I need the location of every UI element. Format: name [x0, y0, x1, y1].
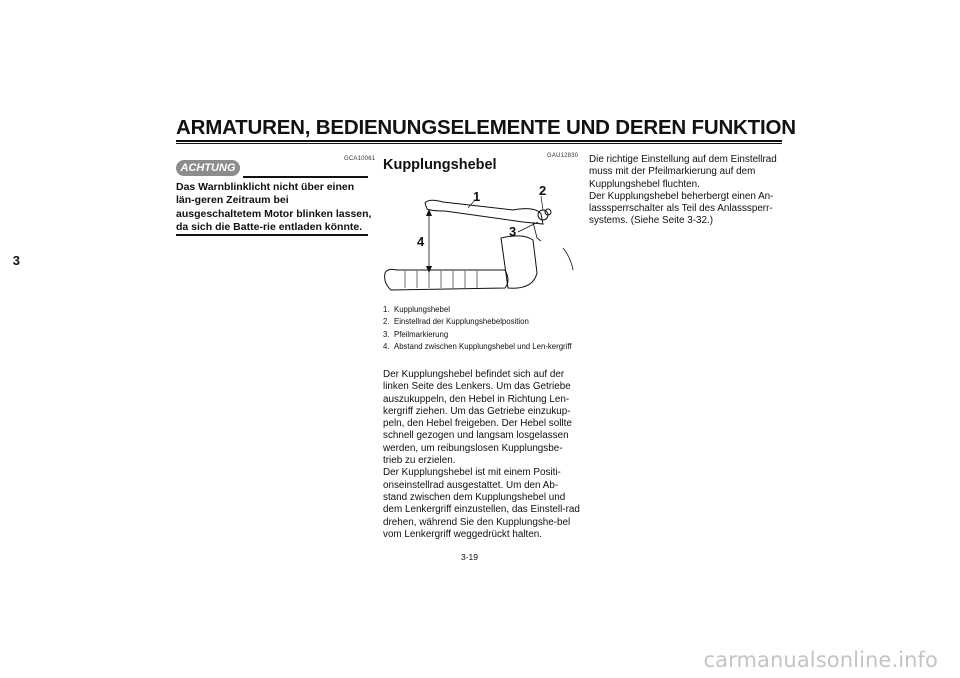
callout-3: 3 — [509, 224, 517, 239]
caution-text: Das Warnblinklicht nicht über einen län-geren Zeitraum bei ausgeschaltetem Motor blinken lassen, da sich die Batte-rie entladen könnte. — [176, 181, 372, 234]
page-title: ARMATUREN, BEDIENUNGSELEMENTE UND DEREN FUNKTION — [176, 116, 796, 139]
caution-rule — [243, 176, 368, 178]
section-body: Der Kupplungshebel befindet sich auf der linken Seite des Lenkers. Um das Getriebe auszukuppeln, den Hebel in Richtung Len-kergriff ziehen. Um das Getriebe einzukup-peln, den Hebel freigeben. Der Hebel sollte schnell gezogen und langsam losgelassen werden, um reibungslosen Kupplungsbe-trieb zu erzielen. Der Kupplungshebel ist mit einem Positi-onseinstellrad ausgestattet. Um den Ab-stand zwischen dem Kupplungshebel und dem Lenkergriff einzustellen, das Einstell-rad drehen, während Sie den Kupplungshe-bel vom Lenkergriff weggedrückt halten. — [383, 369, 580, 540]
caution-code: GCA10061 — [344, 156, 376, 162]
callout-4: 4 — [417, 234, 425, 249]
legend-item: 2. Einstellrad der Kupplungshebelposition — [383, 317, 529, 327]
callout-2: 2 — [539, 183, 547, 198]
page-number: 3-19 — [461, 552, 479, 562]
figure-legend — [383, 305, 577, 354]
clutch-lever-figure — [383, 178, 575, 298]
chapter-tab: 3 — [12, 252, 20, 268]
legend-item: 3. Pfeilmarkierung — [383, 329, 449, 339]
section-code: GAU12830 — [547, 153, 579, 159]
caution-end-rule — [176, 234, 368, 236]
legend-item: 1. Kupplungshebel — [383, 305, 450, 314]
callout-1: 1 — [473, 189, 481, 204]
caution-badge: ACHTUNG — [176, 160, 240, 176]
watermark: carmanualsonline.info — [703, 648, 938, 672]
title-rule — [176, 140, 782, 142]
section-heading: Kupplungshebel — [383, 157, 497, 173]
handlebar-grip — [385, 269, 508, 290]
switch-housing — [501, 236, 537, 288]
title-rule-thin — [176, 143, 782, 144]
legend-item: 4. Abstand zwischen Kupplungshebel und Len-kergriff — [383, 341, 572, 351]
right-column-text: Die richtige Einstellung auf dem Einstellrad muss mit der Pfeilmarkierung auf dem Kupplungshebel fluchten. Der Kupplungshebel beherbergt einen An-lasssperrschalter als Teil des Anlasssperr-systems. (Siehe Seite 3-32.) — [589, 154, 777, 227]
clutch-lever — [425, 200, 543, 224]
grip-ridges — [405, 271, 477, 288]
